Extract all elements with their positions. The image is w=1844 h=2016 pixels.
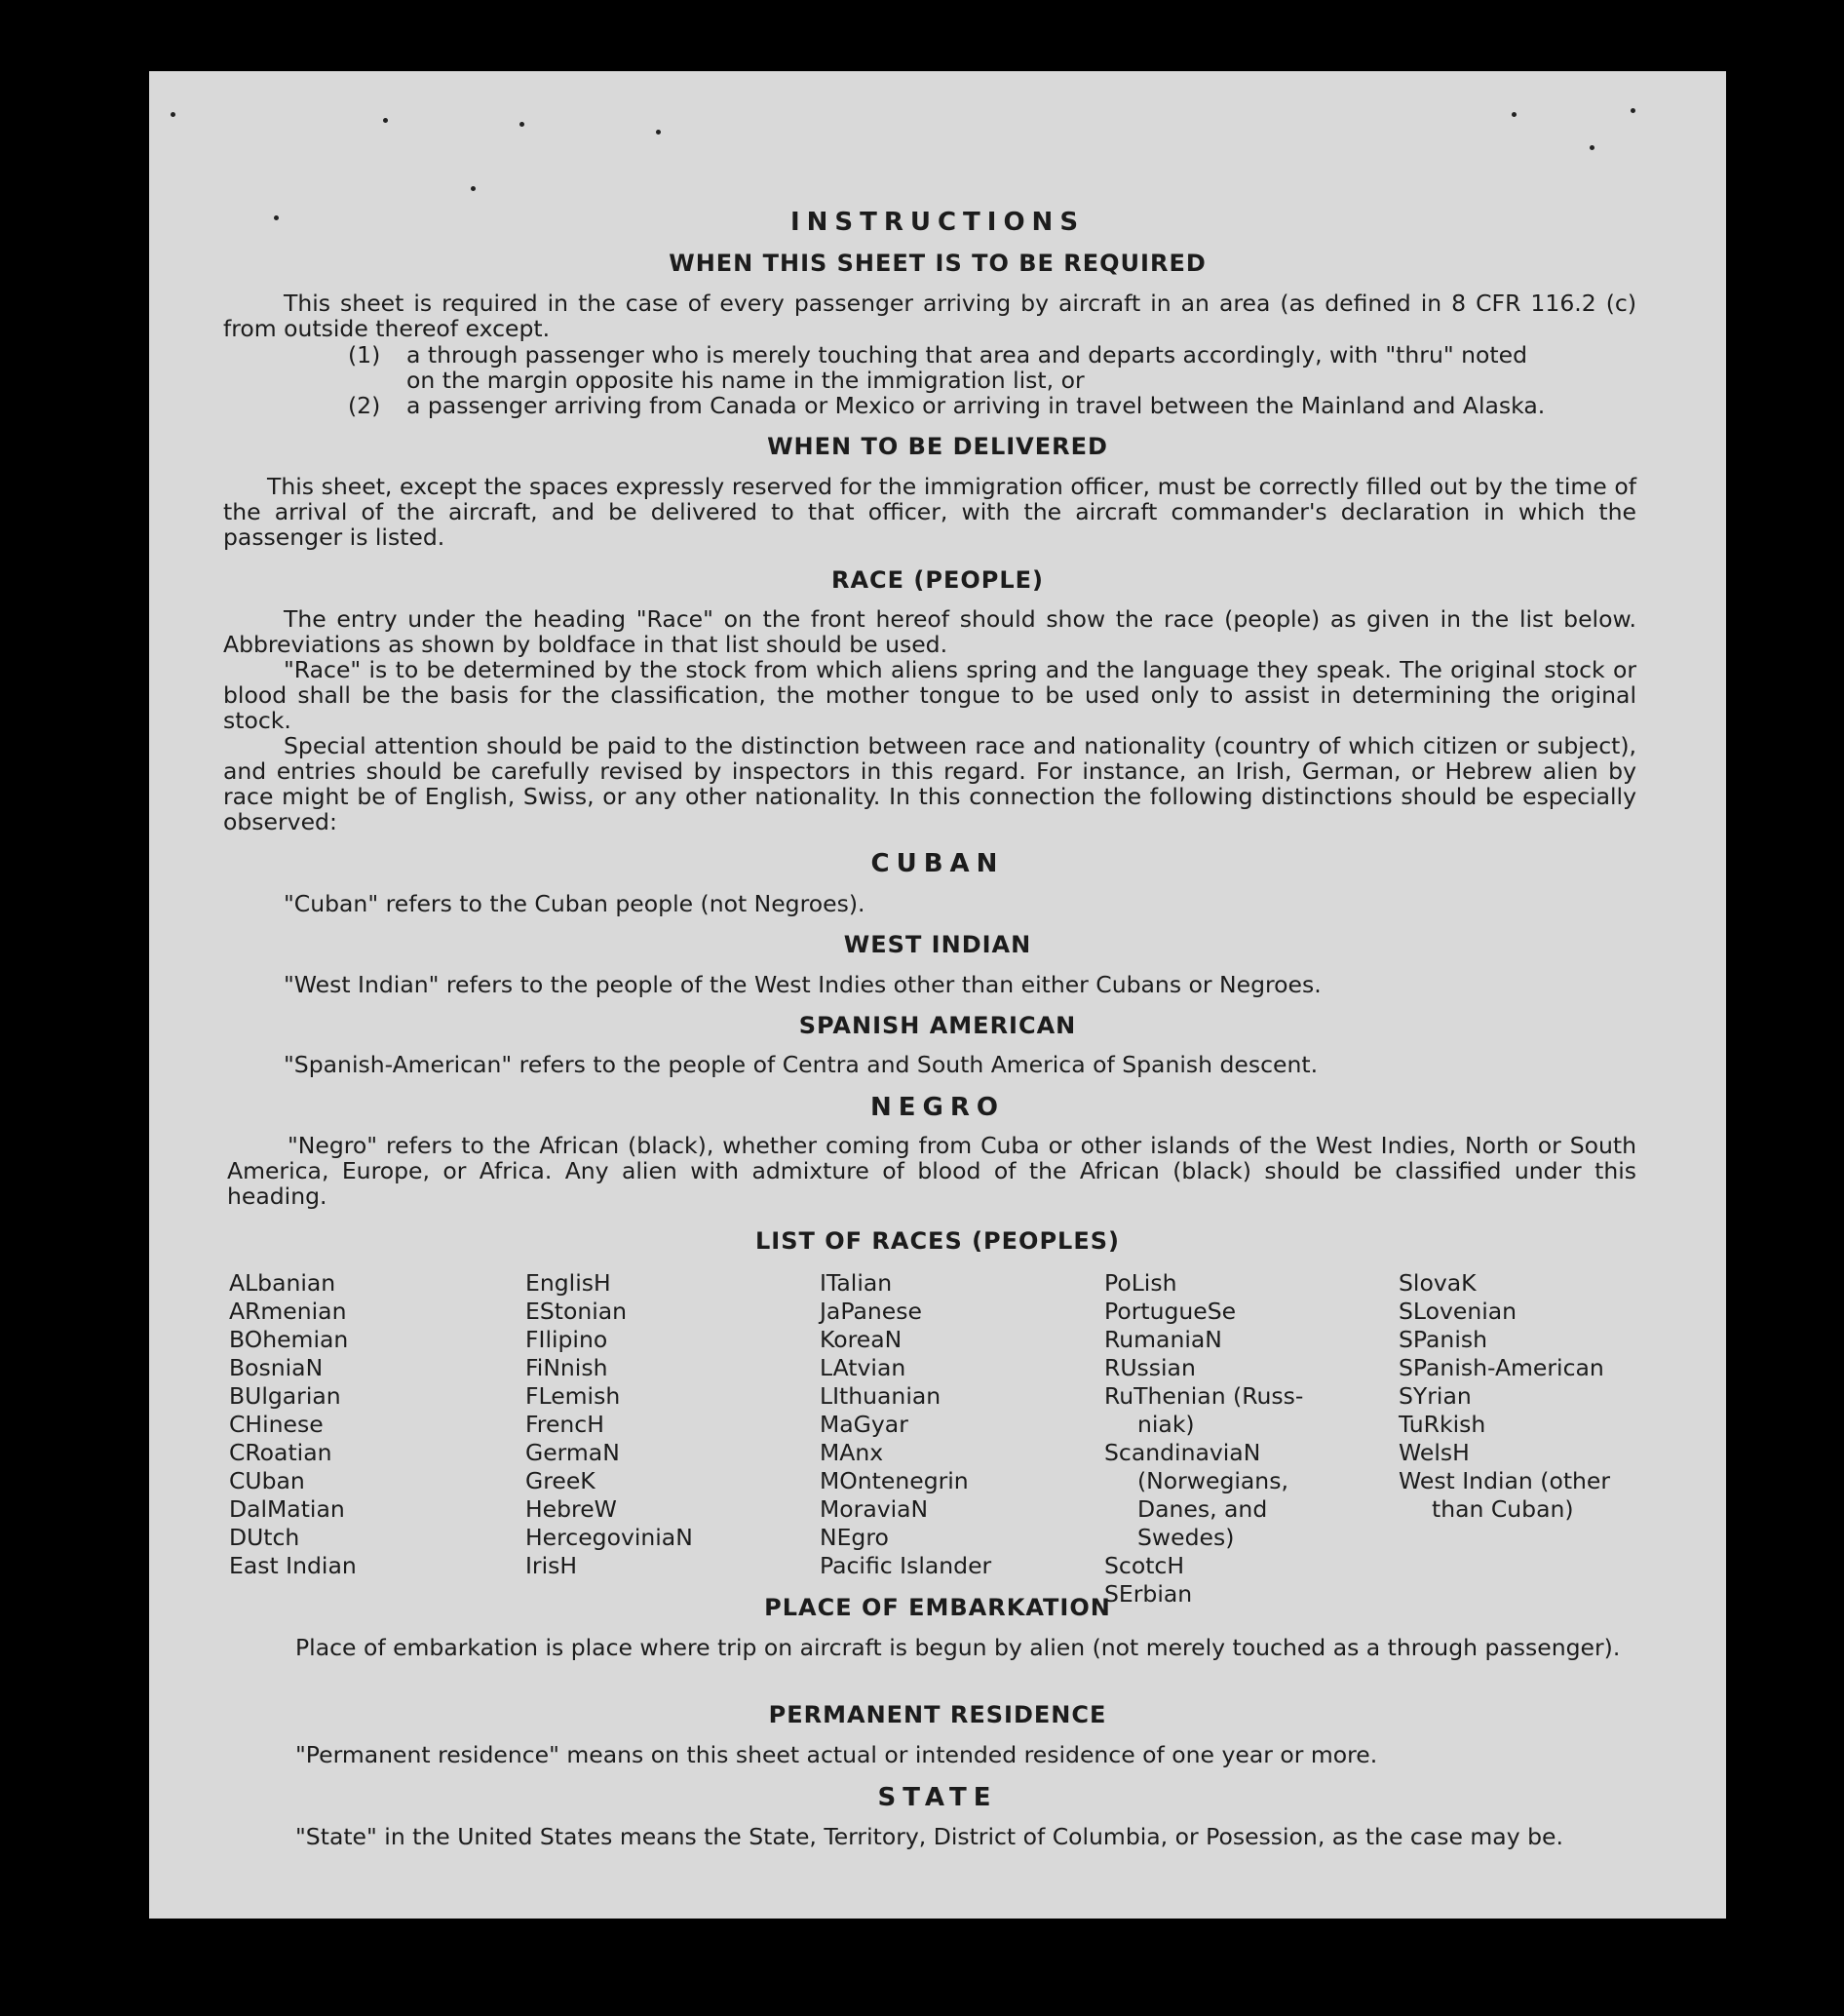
speck — [1590, 145, 1594, 150]
speck — [171, 112, 175, 117]
required-lead-text: This sheet is required in the case of every passenger arriving by aircraft in an area (as defined in 8 CFR 116.2 (c) from outside thereof except. — [223, 290, 1636, 342]
heading-cuban: CUBAN — [870, 849, 1005, 878]
race-entry: West Indian (other — [1399, 1467, 1611, 1494]
race-entry: BOhemian — [229, 1326, 349, 1353]
paragraph-cuban — [223, 891, 1636, 916]
race-paragraph-3: Special attention should be paid to the distinction between race and nationality (country of which citizen or subject), and entries should be carefully revised by inspectors in this regard. For instance, an Irish, German, or Hebrew alien by race might be of English, Swiss, or any other nationality. In this connection the following distinctions should be especially observed: — [223, 732, 1636, 835]
race-entry: BosniaN — [229, 1354, 324, 1381]
speck — [471, 186, 476, 191]
race-entry: SLovenian — [1399, 1298, 1517, 1325]
race-entry: Swedes) — [1137, 1524, 1235, 1551]
west-indian-text: "West Indian" refers to the people of the West Indies other than either Cubans or Negroes. — [284, 971, 1322, 998]
race-entry: MoraviaN — [820, 1495, 929, 1523]
item-1-line-2: on the margin opposite his name in the immigration list, or — [406, 367, 1085, 394]
item-1-number: (1) — [348, 341, 381, 368]
heading-permanent-residence: PERMANENT RESIDENCE — [768, 1701, 1107, 1728]
race-entry: NEgro — [820, 1524, 889, 1551]
page-title: INSTRUCTIONS — [789, 208, 1086, 237]
speck — [519, 122, 524, 127]
race-entry: TuRkish — [1399, 1411, 1486, 1438]
heading-list-of-races: LIST OF RACES (PEOPLES) — [755, 1227, 1120, 1255]
race-entry: SYrian — [1399, 1382, 1472, 1410]
race-entry: FIlipino — [525, 1326, 608, 1353]
race-entry: RUssian — [1104, 1354, 1196, 1381]
race-entry: Pacific Islander — [820, 1552, 992, 1579]
race-entry: DalMatian — [229, 1495, 345, 1523]
race-entry: WelsH — [1399, 1439, 1470, 1466]
race-entry: East Indian — [229, 1552, 357, 1579]
race-entry: MaGyar — [820, 1411, 908, 1438]
paragraph-negro — [227, 1133, 1636, 1209]
race-entry: SErbian — [1104, 1580, 1193, 1608]
race-entry: MAnx — [820, 1439, 884, 1466]
race-entry: DUtch — [229, 1524, 300, 1551]
document-sheet — [149, 71, 1726, 1919]
race-entry: ALbanian — [229, 1269, 336, 1297]
race-entry: LIthuanian — [820, 1382, 941, 1410]
paragraph-west-indian — [223, 972, 1636, 997]
race-entry: FrencH — [525, 1411, 604, 1438]
race-entry: ScotcH — [1104, 1552, 1185, 1579]
heading-race: RACE (PEOPLE) — [830, 566, 1045, 594]
state-text: "State" in the United States means the State, Territory, District of Columbia, or Posession, as the case may be. — [295, 1823, 1563, 1850]
race-entry: SPanish-American — [1399, 1354, 1604, 1381]
race-entry: IrisH — [525, 1552, 578, 1579]
race-entry: EStonian — [525, 1298, 628, 1325]
heading-when-delivered: WHEN TO BE DELIVERED — [767, 433, 1108, 460]
paragraph-spanish-american — [223, 1052, 1636, 1077]
race-entry: Danes, and — [1137, 1495, 1268, 1523]
race-paragraph-2: "Race" is to be determined by the stock from which aliens spring and the language they speak. The original stock or blood shall be the basis for the classification, the mother tongue to be used only to assist in determining the original stock. — [223, 656, 1636, 734]
race-entry: KoreaN — [820, 1326, 903, 1353]
race-entry: HebreW — [525, 1495, 617, 1523]
race-column-2 — [525, 1269, 693, 1580]
race-entry: HercegoviniaN — [525, 1524, 693, 1551]
heading-spanish-american: SPANISH AMERICAN — [798, 1012, 1077, 1039]
race-entry: ITalian — [820, 1269, 893, 1297]
race-entry: RuThenian (Russ- — [1104, 1382, 1304, 1410]
item-2-number: (2) — [348, 392, 381, 419]
race-entry: SlovaK — [1399, 1269, 1477, 1297]
speck — [656, 130, 661, 135]
race-paragraph-1: The entry under the heading "Race" on the front hereof should show the race (people) as given in the list below. Abbreviations as shown by boldface in that list should be used. — [223, 605, 1636, 658]
race-entry: (Norwegians, — [1137, 1467, 1288, 1494]
embarkation-text: Place of embarkation is place where trip on aircraft is begun by alien (not merely touched as a through passenger). — [295, 1634, 1621, 1661]
race-entry: RumaniaN — [1104, 1326, 1222, 1353]
speck — [383, 118, 388, 123]
paragraph-state — [235, 1824, 1636, 1849]
race-entry: GreeK — [525, 1467, 595, 1494]
paragraph-delivered — [223, 474, 1636, 550]
race-column-1 — [229, 1269, 357, 1580]
race-column-5 — [1399, 1269, 1610, 1524]
race-entry: ARmenian — [229, 1298, 347, 1325]
race-entry: niak) — [1137, 1411, 1195, 1438]
heading-west-indian: WEST INDIAN — [843, 931, 1032, 958]
spanish-american-text: "Spanish-American" refers to the people of Centra and South America of Spanish descent. — [284, 1051, 1319, 1078]
race-entry: FLemish — [525, 1382, 621, 1410]
delivered-text: This sheet, except the spaces expressly reserved for the immigration officer, must be correctly filled out by the time of the arrival of the aircraft, and be delivered to that officer, with the aircraft commander's declaration in which the passenger is listed. — [223, 473, 1636, 551]
race-column-4 — [1104, 1269, 1303, 1609]
paragraph-race — [223, 606, 1636, 834]
race-entry: EnglisH — [525, 1269, 611, 1297]
race-entry: JaPanese — [820, 1298, 922, 1325]
race-entry: LAtvian — [820, 1354, 906, 1381]
residence-text: "Permanent residence" means on this sheet actual or intended residence of one year or more. — [295, 1741, 1378, 1768]
race-entry: BUlgarian — [229, 1382, 341, 1410]
race-entry: GermaN — [525, 1439, 620, 1466]
heading-state: STATE — [877, 1783, 998, 1812]
race-entry: SPanish — [1399, 1326, 1487, 1353]
race-entry: CHinese — [229, 1411, 324, 1438]
heading-when-required: WHEN THIS SHEET IS TO BE REQUIRED — [669, 250, 1207, 277]
item-1-line-1: a through passenger who is merely touching that area and departs accordingly, with "thru" noted — [406, 341, 1527, 368]
race-entry: CUban — [229, 1467, 305, 1494]
paragraph-embarkation — [235, 1635, 1636, 1660]
heading-place-of-embarkation: PLACE OF EMBARKATION — [764, 1594, 1111, 1621]
race-column-3 — [820, 1269, 991, 1580]
heading-negro: NEGRO — [870, 1093, 1005, 1122]
speck — [1512, 112, 1517, 117]
item-2-text: a passenger arriving from Canada or Mexico or arriving in travel between the Mainland and Alaska. — [406, 392, 1546, 419]
race-entry: than Cuban) — [1432, 1495, 1574, 1523]
negro-text: "Negro" refers to the African (black), whether coming from Cuba or other islands of the West Indies, North or South America, Europe, or Africa. Any alien with admixture of blood of the African (black) should be classified under this heading. — [227, 1132, 1636, 1210]
paragraph-residence — [235, 1742, 1636, 1767]
race-entry: MOntenegrin — [820, 1467, 969, 1494]
race-entry: CRoatian — [229, 1439, 332, 1466]
speck — [1631, 108, 1635, 113]
cuban-text: "Cuban" refers to the Cuban people (not Negroes). — [284, 890, 865, 917]
race-entry: FiNnish — [525, 1354, 608, 1381]
paragraph-required-lead — [223, 291, 1636, 341]
race-entry: PortugueSe — [1104, 1298, 1237, 1325]
race-entry: ScandinaviaN — [1104, 1439, 1261, 1466]
race-entry: PoLish — [1104, 1269, 1177, 1297]
